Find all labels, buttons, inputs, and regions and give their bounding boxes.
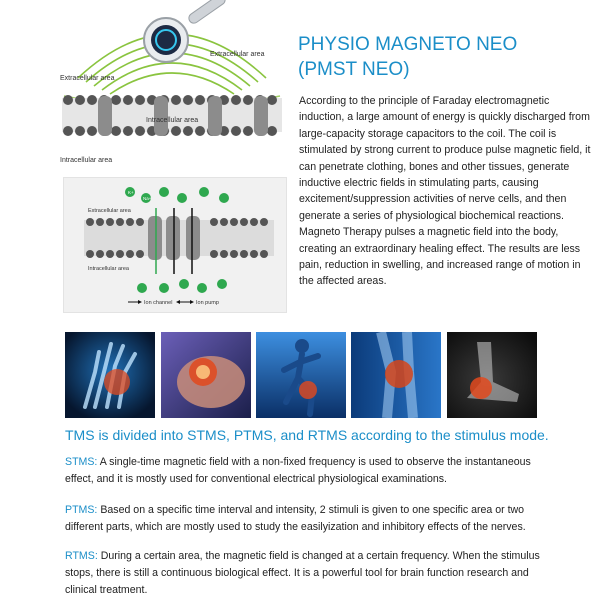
product-title-line-1: PHYSIO MAGNETO NEO (298, 34, 518, 55)
mode-description: Based on a specific time interval and intensity, 2 stimuli is given to one specific area or two different parts, which are mostly used to study the easilyization and inhibitory effects of the nerves. (65, 504, 526, 533)
shoulder-photo (161, 332, 251, 418)
legend-ion-pump: Ion pump (196, 300, 219, 306)
mode-stms (65, 454, 543, 488)
potassium-ion-label: K+ (128, 190, 134, 195)
intracellular-label-bottom: Intracellular area (60, 157, 113, 164)
mode-description: A single-time magnetic field with a non-fixed frequency is used to observe the instantaneous effect, and it is mostly used for conventional electrical physiological examinations. (65, 456, 531, 485)
intracellular-label-mid: Intracellular area (146, 117, 199, 124)
mode-key: RTMS: (65, 550, 98, 562)
tms-heading: TMS is divided into STMS, PTMS, and RTMS according to the stimulus mode. (65, 427, 549, 443)
ion-channel-figure (63, 177, 287, 313)
mode-key: PTMS: (65, 504, 98, 516)
description-paragraph-2: Magneto Therapy pulses a magnetic field into the body, creating an extraordinary healing effect. The results are less pain, reduction in swelling, and increased range of motion in the affected areas. (299, 226, 581, 288)
intracellular-label: Intracellular area (88, 266, 129, 272)
knee-photo (351, 332, 441, 418)
extracellular-label: Extracellular area (88, 208, 131, 214)
mode-ptms (65, 502, 543, 536)
mode-key: STMS: (65, 456, 98, 468)
product-title-line-2: (PMST NEO) (298, 59, 410, 80)
ion-channel-membrane (84, 208, 274, 274)
runner-photo (256, 332, 346, 418)
extracellular-label-left: Extracellular area (60, 75, 115, 82)
foot-photo (447, 332, 537, 418)
cell-membrane-bilayer (62, 95, 282, 136)
legend-ion-channel: Ion channel (144, 300, 173, 306)
magnetic-field-membrane-figure (58, 0, 286, 168)
mode-description: During a certain area, the magnetic field is changed at a certain frequency. When the stimulus stops, there is still a continuous biological effect. It is a powerful tool for brain function research and clinical treatment. (65, 550, 540, 596)
product-title (298, 32, 588, 82)
therapy-photo-strip (65, 332, 537, 418)
description-paragraph-1: According to the principle of Faraday electromagnetic induction, a large amount of energy is quickly discharged from large-capacity storage capacitors to the coil. The coil is stimulated by strong current to produce pulse magnetic field, it can penetrate clothing, bones and other tissues, generate inductive electric fields in stimulating parts, causing excitement/suppression activities of nerve cells, and then generate a series of physiological biochemical reactions. (299, 95, 591, 222)
extracellular-label-top: Extracellular area (210, 51, 265, 58)
product-description (299, 93, 591, 290)
hand-xray-photo (65, 332, 155, 418)
sodium-ion-label: Na+ (143, 196, 152, 201)
mode-rtms (65, 548, 543, 599)
